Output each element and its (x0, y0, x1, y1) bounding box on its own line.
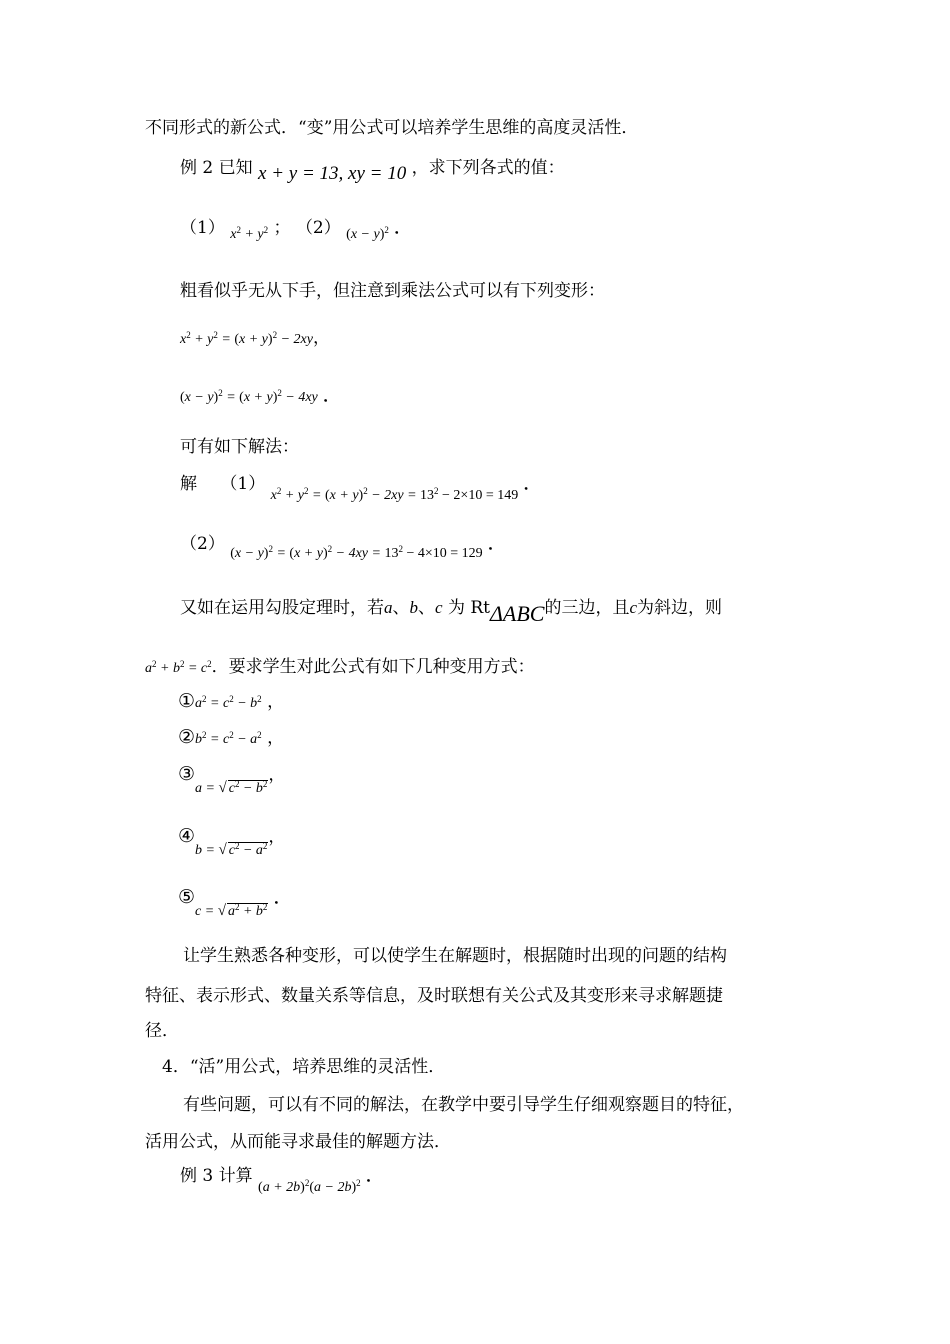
variant-5-expression: c = √ a2 + b2 (195, 902, 268, 919)
hint-text: 粗看似乎无从下手，但注意到乘法公式可以有下列变形： (180, 281, 605, 301)
section-4-heading: 4．“活”用公式，培养思维的灵活性． (162, 1057, 446, 1077)
separator: 、 (418, 598, 435, 618)
pythagorean-text-d: ．要求学生对此公式有如下几种变用方式： (211, 657, 535, 677)
transform-1-equation: $x^2 + y^2 = (x + y)^2 - 2xy$ (180, 330, 313, 347)
solution-2-label: （2） (180, 534, 225, 554)
given-condition: x + y = 13, xy = 10 (258, 163, 407, 184)
variant-4-expression: b = √ c2 − a2 (195, 841, 268, 858)
example-2-questions (180, 216, 410, 242)
pythagorean-equation: $a^2 + b^2 = c^2$ (145, 659, 212, 676)
example-3-label: 例 3 计算 (180, 1166, 253, 1186)
solution-1-equation: x2 + y2 = (x + y)2 − 2xy = 132 − 2×10 = 149 (270, 486, 519, 503)
variant-2-number: ② (178, 726, 196, 748)
variant-2-expression: $b^2 = c^2 - a^2$ (195, 730, 262, 747)
transform-1-line (180, 326, 330, 352)
side-c: c (435, 598, 443, 617)
question-2-expression: (x − y)2 (346, 225, 389, 242)
pythagorean-wei: 为 Rt (447, 598, 490, 618)
paragraph-methods-line-1: 有些问题，可以有不同的解法，在教学中要引导学生仔细观察题目的特征， (183, 1095, 744, 1115)
example-2-ask: ，求下列各式的值： (411, 158, 565, 178)
question-1-label: （1） (180, 218, 225, 238)
question-1-expression: x2 + y2 (230, 225, 269, 242)
pythagorean-line-2 (145, 655, 535, 681)
solution-2-period: ． (488, 534, 505, 553)
example-2-line (180, 156, 565, 184)
paragraph-forms-line-1: 让学生熟悉各种变形，可以使学生在解题时，根据随时出现的问题的结构 (183, 946, 727, 966)
variant-1-number: ① (178, 690, 196, 712)
question-2-label: （2） (295, 218, 341, 238)
question-separator: ； (273, 218, 291, 238)
pythagorean-text-a: 又如在运用勾股定理时，若 (180, 598, 384, 618)
variant-3-number: ③ (178, 763, 196, 785)
variant-3-expression: a = √ c2 − b2 (195, 779, 268, 796)
pythagorean-line (180, 594, 723, 626)
variant-1 (178, 689, 284, 716)
triangle-symbol: ΔABC (490, 601, 545, 626)
solution-2-equation: (x − y)2 = (x + y)2 − 4xy = 132 − 4×10 = 129 (230, 544, 483, 561)
solution-1-period: ． (523, 474, 540, 493)
variant-4-number: ④ (178, 825, 196, 847)
solution-label: 解 (180, 474, 197, 494)
example-3-expression: (a + 2b)2(a − 2b)2 (258, 1178, 361, 1195)
variant-2-end: ， (267, 728, 285, 748)
paragraph-methods-line-2: 活用公式，从而能寻求最佳的解题方法． (145, 1132, 451, 1152)
solution-1-label: （1） (220, 474, 266, 494)
variant-1-end: ， (267, 692, 285, 712)
question-end: ． (394, 218, 411, 237)
side-b: b (409, 598, 418, 617)
transform-2-period: ． (323, 386, 340, 405)
variant-4 (178, 824, 286, 858)
variant-5-number: ⑤ (178, 886, 196, 908)
variant-4-lhs: b = (195, 843, 215, 858)
variant-3-end: ， (268, 765, 286, 785)
transform-1-comma: ， (312, 328, 330, 348)
variant-5 (178, 885, 290, 919)
side-c: c (629, 598, 638, 617)
variant-3-lhs: a = (195, 781, 215, 796)
transform-2-line (180, 384, 339, 410)
example-3-line (180, 1164, 383, 1195)
side-a: a (384, 598, 393, 617)
paragraph-forms-line-3: 径． (145, 1021, 179, 1041)
separator: 、 (392, 598, 410, 618)
pythagorean-text-c: 为斜边，则 (637, 598, 723, 618)
variant-4-end: ， (268, 827, 286, 847)
transform-2-equation: $(x - y)^2 = (x + y)^2 - 4xy$ (180, 388, 318, 405)
variant-3 (178, 762, 286, 796)
variant-2 (178, 725, 284, 752)
solution-2-line (180, 532, 505, 561)
example-2-label: 例 2 已知 (180, 158, 253, 178)
variant-1-expression: $a^2 = c^2 - b^2$ (195, 694, 262, 711)
example-3-end: ． (366, 1166, 383, 1185)
variant-5-lhs: c = (195, 904, 215, 919)
variant-5-end: ． (273, 888, 290, 907)
paragraph-text: 不同形式的新公式．“变”用公式可以培养学生思维的高度灵活性． (145, 118, 639, 138)
paragraph-forms-line-2: 特征、表示形式、数量关系等信息，及时联想有关公式及其变形来寻求解题捷 (145, 986, 723, 1006)
solution-intro: 可有如下解法： (180, 437, 299, 457)
solution-1-line (180, 472, 540, 503)
pythagorean-text-b: 的三边，且 (544, 598, 630, 618)
